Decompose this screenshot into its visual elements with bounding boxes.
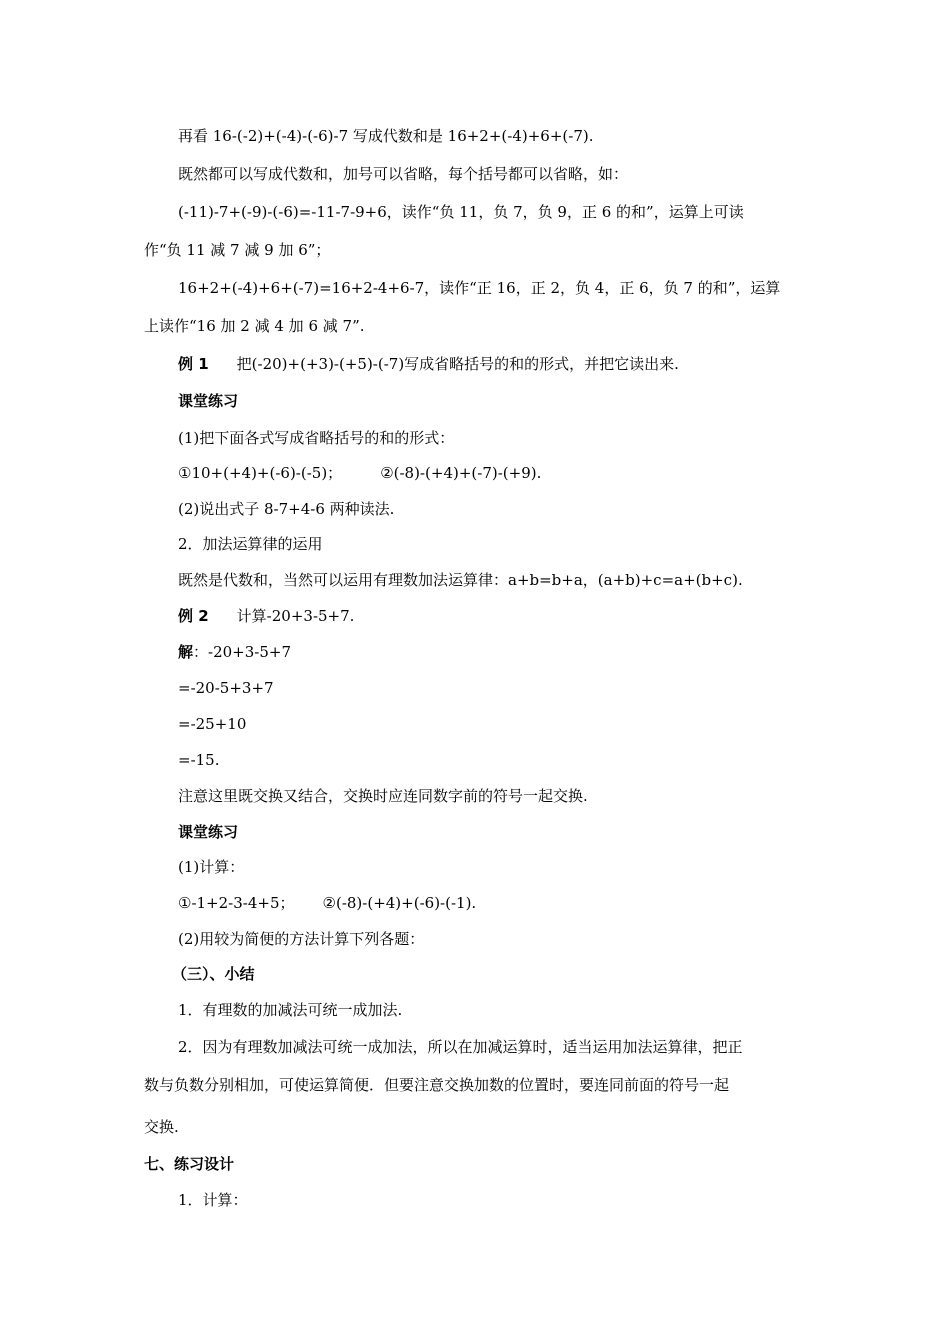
paragraph-example-a-line1: (-11)-7+(-9)-(-6)=-11-7-9+6，读作“负 11，负 7，负 9，正 6 的和”，运算上可读 <box>178 203 744 221</box>
solution-step-4: =-15. <box>178 751 220 769</box>
practice-1-item-1: (1)把下面各式写成省略括号的和的形式： <box>178 429 455 447</box>
practice-1-expression-2: ②(-8)-(+4)+(-7)-(+9). <box>380 464 542 482</box>
exercise-item-1: 1．计算： <box>178 1191 248 1209</box>
solution-label: 解 <box>178 643 194 661</box>
summary-point-2-line2: 数与负数分别相加，可使运算简便．但要注意交换加数的位置时，要连同前面的符号一起 <box>144 1076 730 1094</box>
practice-1-expression-1: ①10+(+4)+(-6)-(-5)； <box>178 464 343 482</box>
solution-step-1 <box>178 641 291 663</box>
section-classroom-practice-2: 课堂练习 <box>178 823 239 841</box>
paragraph-example-a-line2: 作“负 11 减 7 减 9 加 6”； <box>144 241 331 259</box>
example-1 <box>178 353 679 375</box>
practice-2-item-1: (1)计算： <box>178 858 245 876</box>
practice-1-item-2: (2)说出式子 8-7+4-6 两种读法. <box>178 500 395 518</box>
paragraph-rewrite-sum: 再看 16-(-2)+(-4)-(-6)-7 写成代数和是 16+2+(-4)+6+(-7). <box>178 127 594 145</box>
example-1-label: 例 1 <box>178 355 209 373</box>
paragraph-addition-laws: 既然是代数和，当然可以运用有理数加法运算律：a+b=b+a，(a+b)+c=a+(b+c). <box>178 571 743 589</box>
solution-text: ：-20+3-5+7 <box>193 643 292 661</box>
example-2-text: 计算-20+3-5+7. <box>236 607 355 625</box>
practice-2-item-2: (2)用较为简便的方法计算下列各题： <box>178 930 425 948</box>
paragraph-omit-brackets: 既然都可以写成代数和，加号可以省略，每个括号都可以省略，如： <box>178 165 629 183</box>
example-2-label: 例 2 <box>178 607 209 625</box>
practice-2-expressions <box>178 892 476 914</box>
practice-2-expression-1: ①-1+2-3-4+5； <box>178 894 295 912</box>
summary-point-2-line3: 交换. <box>144 1118 179 1136</box>
paragraph-note: 注意这里既交换又结合，交换时应连同数字前的符号一起交换. <box>178 787 588 805</box>
solution-step-2: =-20-5+3+7 <box>178 679 274 697</box>
example-2 <box>178 605 354 627</box>
summary-point-1: 1．有理数的加减法可统一成加法. <box>178 1001 403 1019</box>
section-exercise-design: 七、练习设计 <box>144 1155 235 1173</box>
summary-point-2-line1: 2．因为有理数加减法可统一成加法，所以在加减运算时，适当运用加法运算律，把正 <box>178 1038 743 1056</box>
section-addition-laws: 2．加法运算律的运用 <box>178 535 323 553</box>
example-1-text: 把(-20)+(+3)-(+5)-(-7)写成省略括号的和的形式，并把它读出来. <box>236 355 679 373</box>
section-classroom-practice-1: 课堂练习 <box>178 392 239 410</box>
solution-step-3: =-25+10 <box>178 715 247 733</box>
paragraph-example-b-line2: 上读作“16 加 2 减 4 加 6 减 7”. <box>144 317 365 335</box>
paragraph-example-b-line1: 16+2+(-4)+6+(-7)=16+2-4+6-7，读作“正 16，正 2，负 4，正 6，负 7 的和”，运算 <box>178 279 781 297</box>
practice-1-expressions <box>178 462 541 484</box>
section-summary: （三）、小结 <box>172 965 255 983</box>
practice-2-expression-2: ②(-8)-(+4)+(-6)-(-1). <box>322 894 477 912</box>
